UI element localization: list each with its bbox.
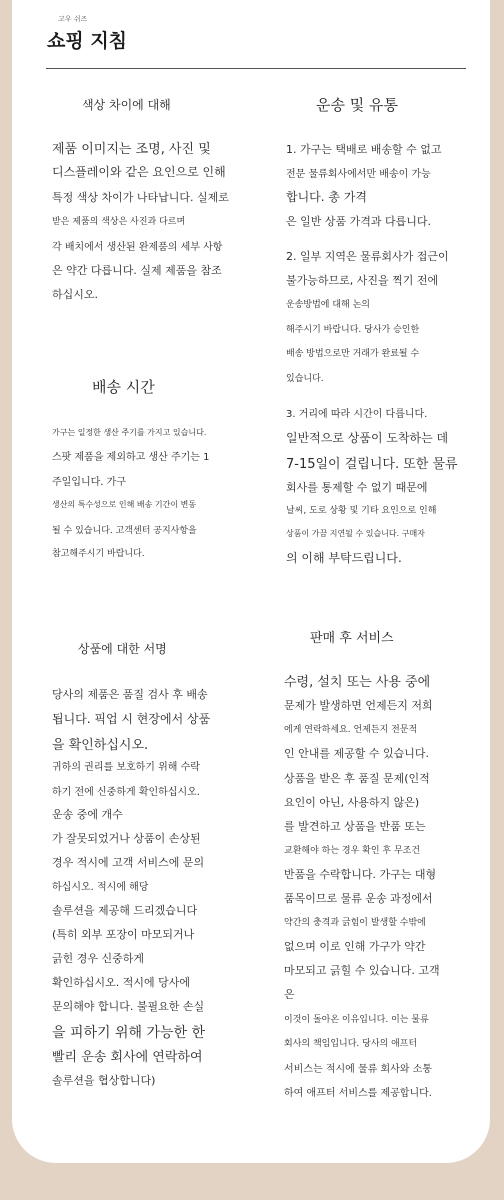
section-line: 은 일반 상품 가격과 다릅니다. <box>286 215 431 228</box>
section-line: (특히 외부 포장이 마모되거나 <box>52 928 195 941</box>
section-line: 합니다. 총 가격 <box>286 190 367 204</box>
section-line: 전문 물류회사에서만 배송이 가능 <box>286 169 431 180</box>
section-line: 받은 제품의 색상은 사진과 다르며 <box>52 217 186 227</box>
section-line: 경우 적시에 고객 서비스에 문의 <box>52 856 205 869</box>
page-title: 쇼핑 지침 <box>47 30 128 52</box>
section-line: 하여 애프터 서비스를 제공합니다. <box>284 1088 432 1099</box>
section-line: 빨리 운송 회사에 연락하여 <box>52 1050 203 1065</box>
section-line: 상품을 받은 후 품질 문제(인적 <box>284 772 430 785</box>
section-line: 각 배치에서 생산된 완제품의 세부 사항 <box>52 242 223 253</box>
section-line: 불가능하므로, 사진을 찍기 전에 <box>286 274 439 287</box>
section-line: 를 발견하고 상품을 반품 또는 <box>284 820 426 833</box>
section-heading-transport: 운송 및 유통 <box>316 96 398 114</box>
section-line: 생산의 특수성으로 인해 배송 기간이 변동 <box>52 500 197 509</box>
section-line: 반품을 수락합니다. 가구는 대형 <box>284 868 437 881</box>
section-line: 1. 가구는 택배로 배송할 수 없고 <box>286 143 442 156</box>
section-heading-delivery: 배송 시간 <box>92 378 155 396</box>
section-line: 은 <box>284 988 295 1001</box>
section-line: 있습니다. <box>286 374 324 384</box>
section-line: 당사의 제품은 품질 검사 후 배송 <box>52 688 208 701</box>
section-line: 요인이 아닌, 사용하지 않은) <box>284 796 420 809</box>
section-line: 의 이해 부탁드립니다. <box>286 551 402 565</box>
section-line: 제품 이미지는 조명, 사진 및 <box>52 142 211 157</box>
section-line: 가 잘못되었거나 상품이 손상된 <box>52 832 201 845</box>
section-line: 일반적으로 상품이 도착하는 데 <box>286 431 449 445</box>
section-line: 확인하십시오. 적시에 당사에 <box>52 976 191 989</box>
section-line: 주일입니다. 가구 <box>52 477 126 488</box>
section-line: 하기 전에 신중하게 확인하십시오. <box>52 787 200 798</box>
section-line: 참고해주시기 바랍니다. <box>52 549 145 559</box>
section-line: 3. 거리에 따라 시간이 다릅니다. <box>286 409 428 420</box>
section-line: 2. 일부 지역은 물류회사가 접근이 <box>286 250 449 263</box>
section-line: 교환해야 하는 경우 확인 후 무조건 <box>284 846 421 856</box>
section-line: 가구는 일정한 생산 주기를 가지고 있습니다. <box>52 428 207 437</box>
section-line: 됩니다. 픽업 시 현장에서 상품 <box>52 712 211 726</box>
section-line: 에게 연락하세요. 언제든지 전문적 <box>284 725 418 735</box>
section-line: 스팟 제품을 제외하고 생산 주기는 1 <box>52 452 210 463</box>
section-line: 솔루션을 제공해 드리겠습니다 <box>52 904 198 917</box>
section-line: 문의해야 합니다. 불필요한 손실 <box>52 1000 205 1013</box>
section-line: 인 안내를 제공할 수 있습니다. <box>284 747 429 760</box>
section-line: 배송 방법으로만 거래가 완료될 수 <box>286 349 420 359</box>
section-heading-color: 색상 차이에 대해 <box>82 98 171 112</box>
section-line: 날씨, 도로 상황 및 기타 요인으로 인해 <box>286 506 437 516</box>
section-line: 마모되고 긁힐 수 있습니다. 고객 <box>284 964 440 977</box>
section-line: 디스플레이와 같은 요인으로 인해 <box>52 165 226 179</box>
section-line: 을 피하기 위해 가능한 한 <box>52 1025 206 1041</box>
section-line: 이것이 돌아온 이유입니다. 이는 물류 <box>284 1015 429 1025</box>
section-line: 귀하의 권리를 보호하기 위해 수락 <box>52 762 200 773</box>
section-line: 해주시기 바랍니다. 당사가 승인한 <box>286 325 420 335</box>
section-line: 회사의 책임입니다. 당사의 애프터 <box>284 1039 418 1049</box>
section-line: 약간의 충격과 긁힘이 발생할 수밖에 <box>284 918 426 928</box>
section-line: 특정 색상 차이가 나타납니다. 실제로 <box>52 191 229 204</box>
section-line: 운송 중에 개수 <box>52 808 123 821</box>
section-line: 품목이므로 물류 운송 과정에서 <box>284 892 433 905</box>
section-line: 수령, 설치 또는 사용 중에 <box>284 675 431 690</box>
section-line: 긁힌 경우 신중하게 <box>52 952 145 965</box>
section-line: 없으며 이로 인해 가구가 약간 <box>284 940 426 953</box>
section-line: 문제가 발생하면 언제든지 저희 <box>284 699 433 712</box>
section-line: 상품이 가끔 지연될 수 있습니다. 구매자 <box>286 529 425 538</box>
section-line: 하십시오. 적시에 해당 <box>52 882 149 893</box>
section-line: 운송방법에 대해 논의 <box>286 300 370 310</box>
section-line: 회사를 통제할 수 없기 때문에 <box>286 481 428 494</box>
section-line: 될 수 있습니다. 고객센터 공지사항을 <box>52 526 197 536</box>
title-divider <box>46 68 466 69</box>
section-line: 을 확인하십시오. <box>52 738 149 753</box>
section-heading-aftersales: 판매 후 서비스 <box>310 631 394 646</box>
section-line: 7-15일이 걸립니다. 또한 물류 <box>286 457 458 472</box>
section-line: 솔루션을 협상합니다) <box>52 1074 156 1087</box>
section-heading-signature: 상품에 대한 서명 <box>78 642 167 656</box>
brand-tag: 고우 쉬즈 <box>58 15 88 23</box>
section-line: 서비스는 적시에 물류 회사와 소통 <box>284 1064 432 1075</box>
section-line: 하십시오. <box>52 288 99 301</box>
section-line: 은 약간 다릅니다. 실제 제품을 참조 <box>52 264 222 277</box>
